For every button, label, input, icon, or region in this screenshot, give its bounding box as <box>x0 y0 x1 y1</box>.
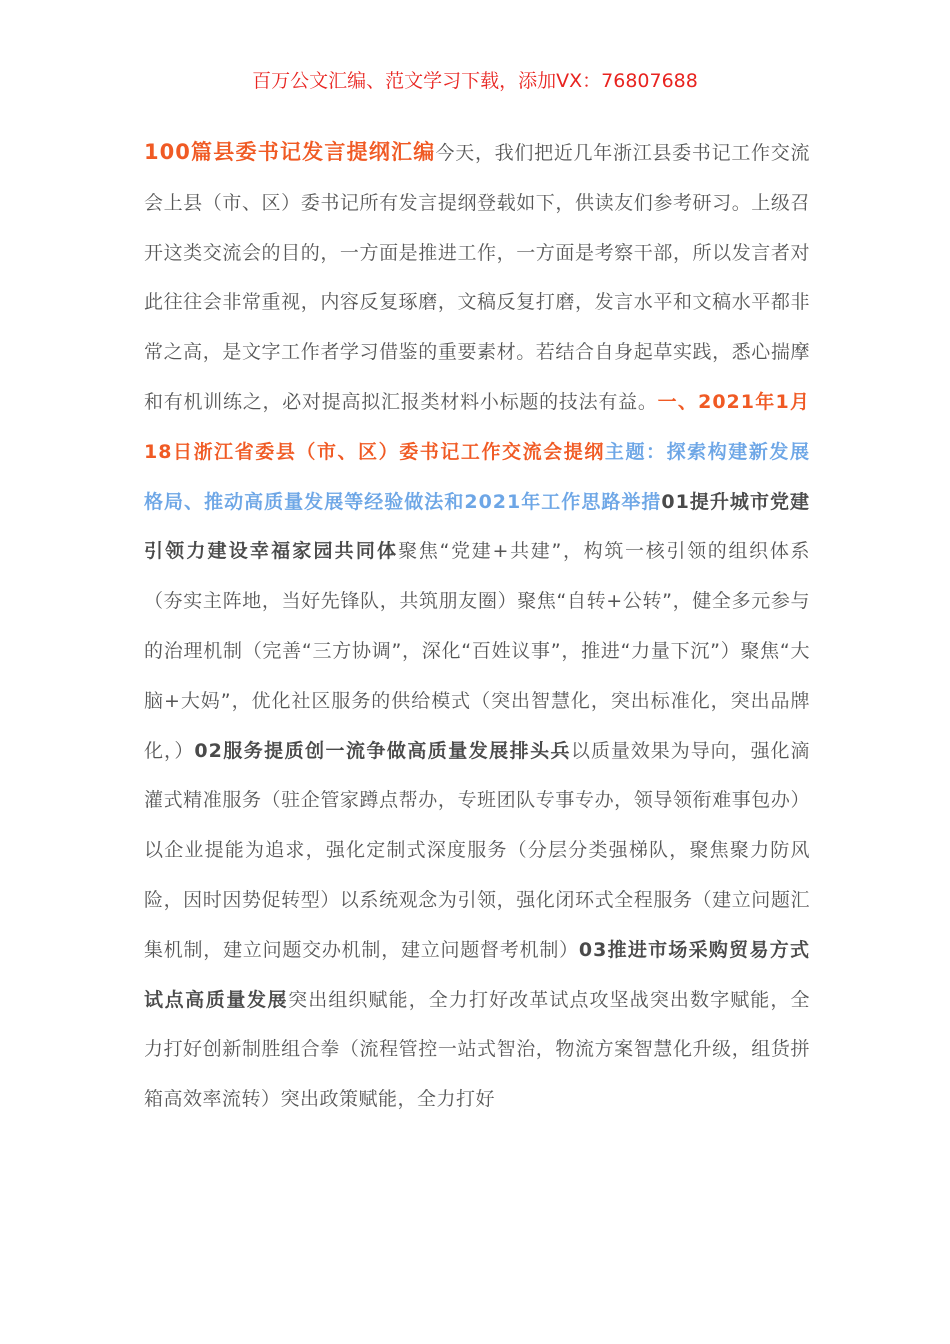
point-body: 以质量效果为导向，强化滴灌式精准服务（驻企管家蹲点帮办，专班团队专事专办，领导领衔难事包办）以企业提能为追求，强化定制式深度服务（分层分类强梯队，聚焦聚力防风险，因时因势促转型）以系统观念为引领，强化闭环式全程服务（建立问题汇集机制，建立问题交办机制，建立问题督考机制） <box>144 739 810 961</box>
header-notice: 百万公文汇编、范文学习下载，添加VX：76807688 <box>252 70 698 92</box>
section-heading: 一、2021年1月18日浙江省委县（市、区）委书记工作交流会提纲 <box>144 390 810 463</box>
intro-paragraph: 今天，我们把近几年浙江县委书记工作交流会上县（市、区）委书记所有发言提纲登载如下，供读友们参考研习。上级召开这类交流会的目的，一方面是推进工作，一方面是考察干部，所以发言者对此往往会非常重视，内容反复琢磨，文稿反复打磨，发言水平和文稿水平都非常之高，是文字工作者学习借鉴的重要素材。若结合自身起草实践，悉心揣摩和有机训练之，必对提高拟汇报类材料小标题的技法有益。 <box>144 142 810 413</box>
point-heading: 01提升城市党建引领力建设幸福家园共同体 <box>144 490 810 563</box>
point-body: 聚焦“党建+共建”，构筑一核引领的组织体系（夯实主阵地，当好先锋队，共筑朋友圈）聚焦“自转+公转”，健全多元参与的治理机制（完善“三方协调”，深化“百姓议事”，推进“力量下沉”）聚焦“大脑+大妈”，优化社区服务的供给模式（突出智慧化，突出标准化，突出品牌化，） <box>144 540 810 762</box>
point-body: 突出组织赋能，全力打好改革试点攻坚战突出数字赋能，全力打好创新制胜组合拳（流程管控一站式智治，物流方案智慧化升级，组货拼箱高效率流转）突出政策赋能，全力打好 <box>144 988 810 1111</box>
point-heading: 03推进市场采购贸易方式试点高质量发展 <box>144 938 810 1011</box>
article-body <box>144 128 810 1125</box>
article-title: 100篇县委书记发言提纲汇编 <box>144 140 436 164</box>
section-theme: 主题：探索构建新发展格局、推动高质量发展等经验做法和2021年工作思路举措 <box>144 440 810 513</box>
point-heading: 02服务提质创一流争做高质量发展排头兵 <box>194 739 571 762</box>
